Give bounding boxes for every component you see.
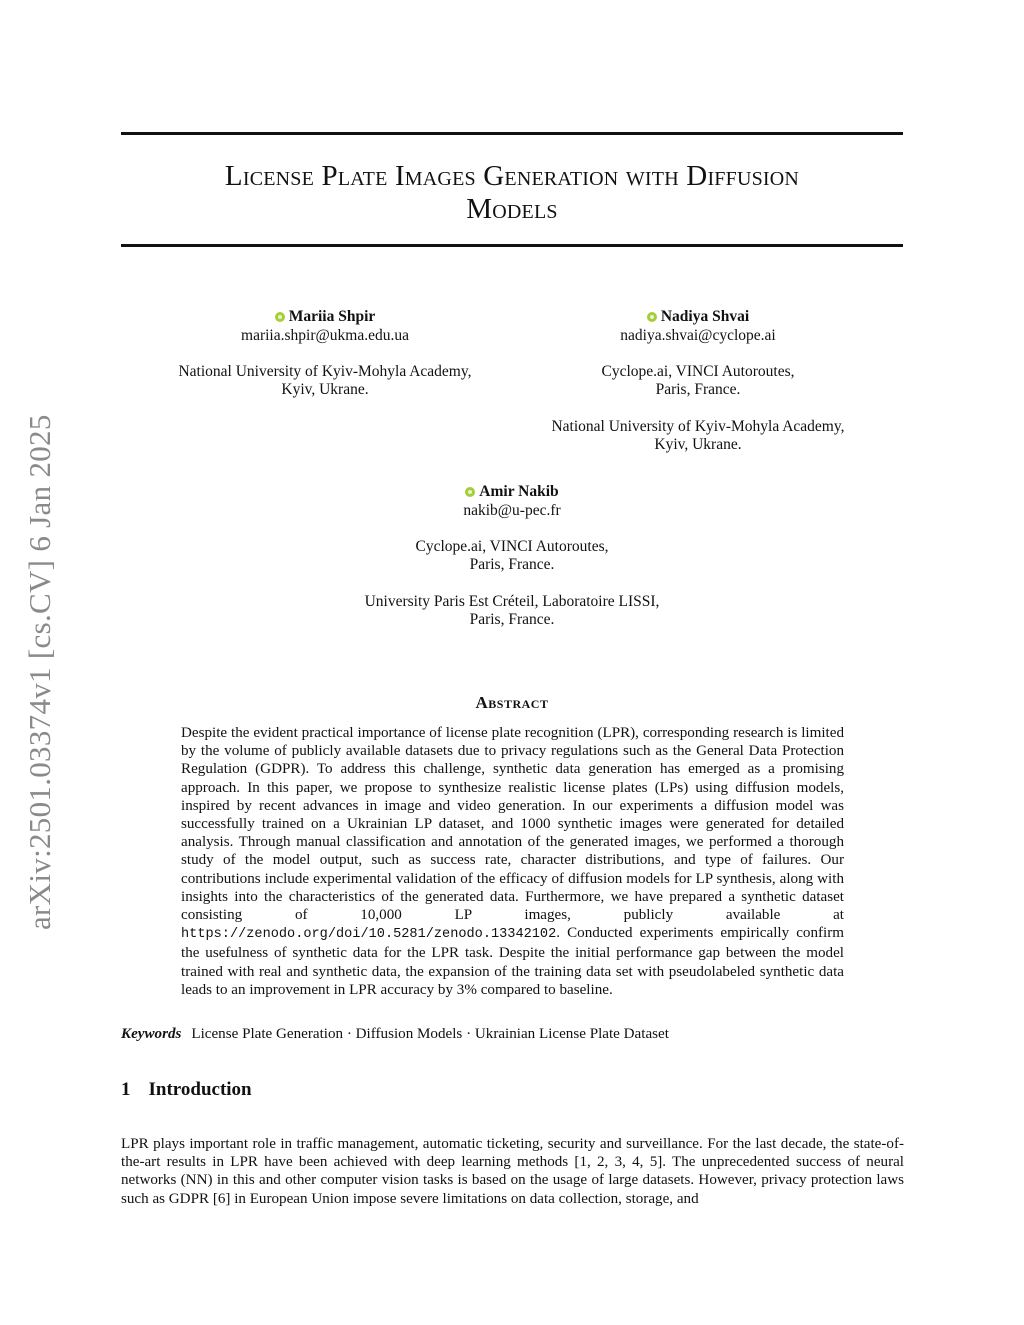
author-1 <box>185 308 465 345</box>
author-name: Mariia Shpir <box>288 308 376 325</box>
dataset-url-link[interactable]: https://zenodo.org/doi/10.5281/zenodo.13342102 <box>181 927 557 943</box>
author-email[interactable]: nakib@u-pec.fr <box>463 502 561 519</box>
author-2-affiliation-2 <box>523 418 873 454</box>
affiliation-line: Paris, France. <box>469 611 555 628</box>
arxiv-side-label: arXiv:2501.03374v1 [cs.CV] 6 Jan 2025 <box>22 414 57 930</box>
affiliation-line: National University of Kyiv-Mohyla Academy, <box>551 418 845 435</box>
affiliation-line: National University of Kyiv-Mohyla Academy, <box>178 363 472 380</box>
affiliation-line: Paris, France. <box>469 556 555 573</box>
author-2-affiliation-1 <box>548 363 848 399</box>
orcid-icon[interactable] <box>275 312 285 322</box>
abstract-text-continued: . Conducted experiments empirically confirm the usefulness of synthetic data for the LPR task. Despite the initial performance gap between the model trained with real and synthetic data, the expansion of the training data set with pseudolabeled synthetic data leads to an improvement in LPR accuracy by 3% compared to baseline. <box>181 925 844 998</box>
keywords-line <box>121 1025 903 1043</box>
title-line-1: License Plate Images Generation with Diffusion <box>224 160 800 192</box>
affiliation-line: Kyiv, Ukrane. <box>281 381 369 398</box>
author-name: Nadiya Shvai <box>660 308 750 325</box>
section-number: 1 <box>121 1079 131 1100</box>
author-3 <box>372 483 652 520</box>
author-1-affiliation-1 <box>150 363 500 399</box>
paper-title <box>121 160 903 226</box>
affiliation-line: Cyclope.ai, VINCI Autoroutes, <box>601 363 795 380</box>
title-rule-bottom <box>121 244 903 247</box>
intro-paragraph: LPR plays important role in traffic management, automatic ticketing, security and surveillance. For the last decade, the state-of-the-art results in LPR have been achieved with deep learning methods [1, 2, 3, 4, 5]. The unprecedented success of neural networks (NN) in this and other computer vision tasks is based on the usage of large datasets. However, privacy protection laws such as GDPR [6] in European Union impose severe limitations on data collection, storage, and <box>121 1136 904 1207</box>
abstract-body <box>181 724 844 999</box>
abstract-text: Despite the evident practical importance of license plate recognition (LPR), corresponding research is limited by the volume of publicly available datasets due to privacy regulations such as the General Data Protection Regulation (GDPR). To address this challenge, synthetic data generation has emerged as a promising approach. In this paper, we propose to synthesize realistic license plates (LPs) using diffusion models, inspired by recent advances in image and video generation. In our experiments a diffusion model was successfully trained on a Ukrainian LP dataset, and 1000 synthetic images were generated for detailed analysis. Through manual classification and annotation of the generated images, we performed a thorough study of the model output, such as success rate, character distributions, and type of failures. Our contributions include experimental validation of the efficacy of diffusion models for LP synthesis, along with insights into the characteristics of the generated data. Furthermore, we have prepared a synthetic dataset consisting of 10,000 LP images, publicly available at <box>181 725 844 924</box>
keywords-text: License Plate Generation · Diffusion Models · Ukrainian License Plate Dataset <box>191 1026 669 1042</box>
author-2 <box>558 308 838 345</box>
section-heading <box>121 1079 252 1101</box>
title-rule-top <box>121 132 903 135</box>
affiliation-line: Cyclope.ai, VINCI Autoroutes, <box>415 538 609 555</box>
abstract-heading: Abstract <box>475 693 549 712</box>
keywords-label: Keywords <box>121 1026 182 1042</box>
orcid-icon[interactable] <box>647 312 657 322</box>
affiliation-line: Kyiv, Ukrane. <box>654 436 742 453</box>
author-name: Amir Nakib <box>479 483 559 500</box>
author-email[interactable]: mariia.shpir@ukma.edu.ua <box>241 327 409 344</box>
affiliation-line: University Paris Est Créteil, Laboratoire LISSI, <box>364 593 660 610</box>
author-3-affiliation-1 <box>362 538 662 574</box>
author-3-affiliation-2 <box>322 593 702 629</box>
title-line-2: Models <box>466 193 558 225</box>
orcid-icon[interactable] <box>465 487 475 497</box>
author-email[interactable]: nadiya.shvai@cyclope.ai <box>620 327 776 344</box>
section-title: Introduction <box>148 1079 252 1100</box>
affiliation-line: Paris, France. <box>655 381 741 398</box>
